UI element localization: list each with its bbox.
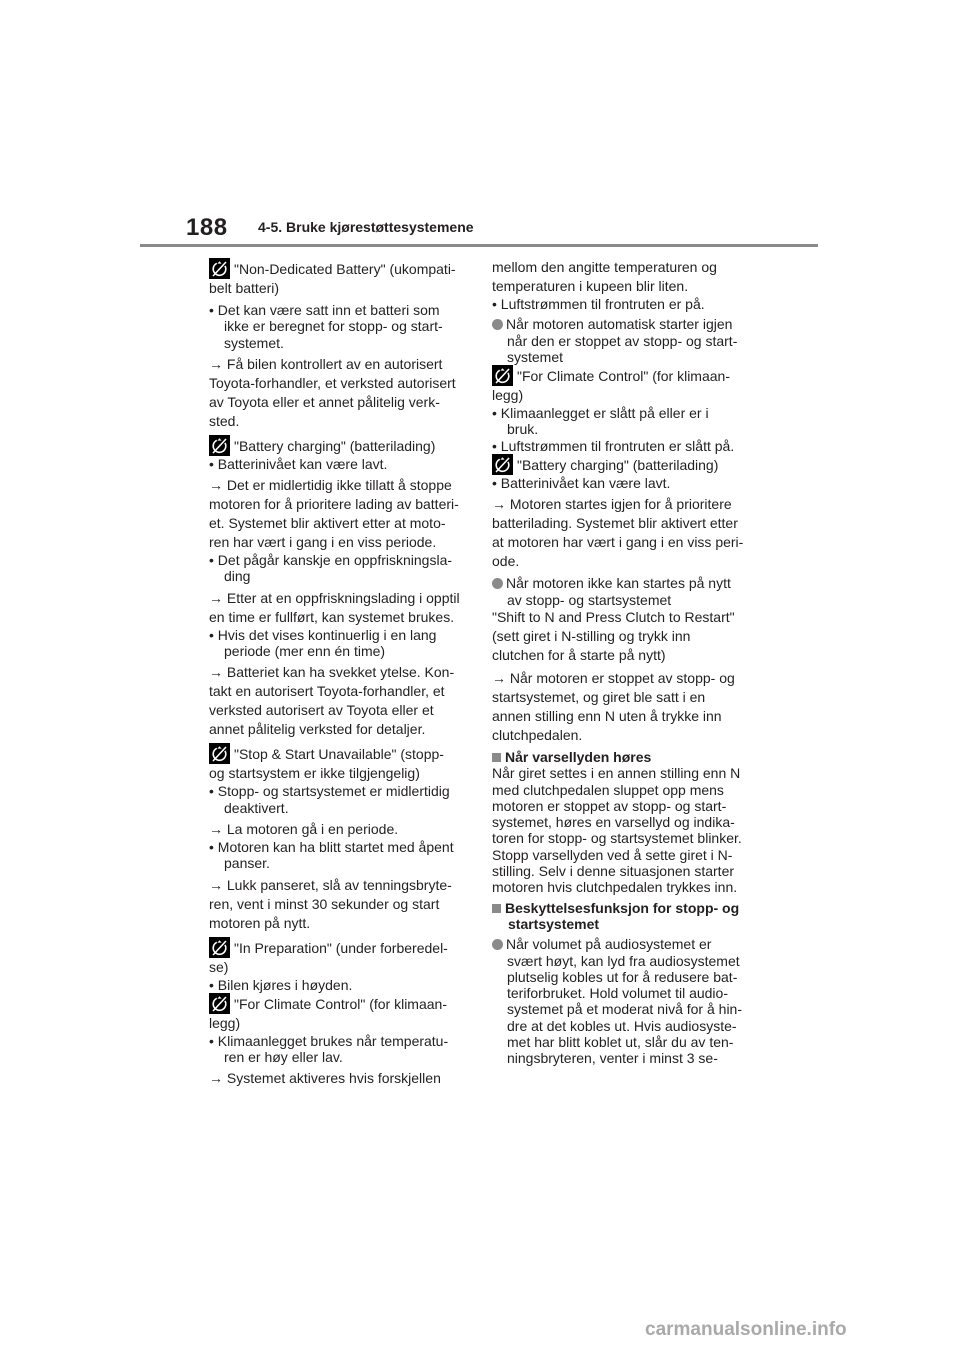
text-line [492, 627, 748, 646]
text-line [492, 552, 748, 571]
line-text: systemet, høres en varsellyd og indika- [492, 814, 735, 831]
text-line [209, 701, 465, 720]
line-text: en time er fullført, kan systemet brukes. [209, 608, 455, 625]
bullet-text: • Batterinivået kan være lavt. [492, 475, 671, 492]
text-line [492, 1001, 748, 1017]
line-text: startsystemet [508, 915, 600, 932]
bullet-item [209, 1033, 465, 1049]
text-line [209, 589, 465, 608]
indicator-message: "Stop & Start Unavailable" (stopp- [234, 746, 444, 763]
text-line [492, 916, 748, 932]
line-text: temperaturen i kupeen blir liten. [492, 278, 689, 294]
stop-start-indicator-icon [492, 454, 513, 475]
indicator-line [209, 258, 465, 279]
text-line [492, 608, 748, 627]
bullet-text: • Motoren kan ha blitt startet med åpent [209, 838, 454, 855]
line-text: Stopp varsellyden ved å sette giret i N- [492, 846, 733, 863]
text-line [209, 1069, 465, 1088]
watermark: carmanualsonline.info [645, 1319, 847, 1340]
line-text: legg) [209, 1014, 241, 1031]
text-line [209, 318, 465, 334]
bullet-item [492, 405, 748, 421]
line-text: ding [224, 568, 251, 585]
text-line [209, 720, 465, 739]
text-line [209, 279, 465, 298]
text-line [492, 495, 748, 514]
indicator-message: "Battery charging" (batterilading) [234, 437, 436, 454]
line-text: batterilading. Systemet blir aktivert etter [492, 515, 738, 532]
bullet-square-icon [492, 753, 501, 762]
text-line [209, 800, 465, 816]
line-text: panser. [224, 855, 270, 872]
line-text: motoren for å prioritere lading av batteri- [209, 496, 459, 513]
line-text: av stopp- og startsystemet [507, 591, 672, 608]
text-line [209, 876, 465, 895]
bullet-item [209, 627, 465, 643]
section-heading [492, 749, 748, 765]
bullet-text: • Luftstrømmen til frontruten er på. [492, 296, 705, 312]
line-text: startsystemet, og giret ble satt i en [492, 688, 706, 705]
line-text: → Batteriet kan ha svekket ytelse. Kon- [209, 664, 455, 681]
indicator-line [209, 435, 465, 456]
indicator-line [492, 365, 748, 386]
page-number: 188 [186, 214, 228, 241]
line-text: ren har vært i gang i en viss periode. [209, 534, 437, 551]
text-line [209, 663, 465, 682]
line-text: mellom den angitte temperaturen og [492, 259, 717, 275]
line-text: motoren er stoppet av stopp- og start- [492, 797, 727, 814]
line-text: → Lukk panseret, slå av tenningsbryte- [209, 876, 452, 893]
line-text: clutchen for å starte på nytt) [492, 646, 666, 663]
text-line [492, 798, 748, 814]
text-line [209, 682, 465, 701]
text-line [492, 1050, 748, 1066]
line-text: systemet. [224, 334, 284, 351]
line-text: toren for stopp- og startsystemet blinker. [492, 830, 742, 847]
line-text: systemet [507, 348, 564, 365]
line-text: bruk. [507, 421, 539, 438]
text-line [492, 421, 748, 437]
line-text: legg) [492, 387, 524, 404]
text-line [492, 765, 748, 781]
line-text: → La motoren gå i en periode. [209, 820, 399, 837]
bullet-item [209, 977, 465, 993]
text-line [209, 764, 465, 783]
text-line [492, 814, 748, 830]
bullet-item [209, 839, 465, 855]
line-text: et. Systemet blir aktivert etter at moto- [209, 515, 446, 532]
line-text: ode. [492, 553, 520, 570]
bullet-text: • Luftstrømmen til frontruten er slått på. [492, 437, 735, 454]
text-line [492, 985, 748, 1001]
bullet-text: • Det pågår kanskje en oppfriskningsla- [209, 552, 453, 569]
line-text: → Systemet aktiveres hvis forskjellen [209, 1070, 441, 1087]
text-line [492, 863, 748, 879]
text-line [492, 533, 748, 552]
text-line [209, 608, 465, 627]
bullet-item [492, 475, 748, 491]
text-line [492, 707, 748, 726]
subsection-heading-text: Når motoren automatisk starter igjen [506, 316, 733, 333]
text-line [209, 495, 465, 514]
text-line [209, 914, 465, 933]
line-text: ikke er beregnet for stopp- og start- [224, 318, 443, 335]
line-text: og startsystem er ikke tilgjengelig) [209, 765, 420, 782]
text-line [492, 969, 748, 985]
subsection-heading-text: Når motoren ikke kan startes på nytt [506, 575, 731, 592]
text-line [492, 1034, 748, 1050]
line-text: "Shift to N and Press Clutch to Restart" [492, 608, 735, 625]
text-line [492, 349, 748, 365]
line-text: takt en autorisert Toyota-forhandler, et [209, 683, 445, 700]
bullet-square-icon [492, 904, 501, 913]
bullet-item [209, 783, 465, 799]
section-heading-text: Når varsellyden høres [505, 748, 652, 765]
bullet-text: • Stopp- og startsystemet er midlertidig [209, 783, 450, 800]
indicator-line [492, 454, 748, 475]
line-text: systemet på et moderat nivå for å hin- [507, 1001, 742, 1018]
text-line [209, 335, 465, 351]
line-text: Når giret settes i en annen stilling enn N [492, 765, 741, 782]
line-text: Toyota-forhandler, et verksted autorisert [209, 374, 456, 391]
line-text: deaktivert. [224, 799, 289, 816]
line-text: belt batteri) [209, 280, 280, 296]
line-text: → Få bilen kontrollert av en autorisert [209, 355, 443, 372]
line-text: dre at det kobles ut. Hvis audiosyste- [507, 1017, 737, 1034]
header-divider [140, 244, 818, 247]
section-heading-text: Beskyttelsesfunksjon for stopp- og [505, 899, 740, 916]
bullet-item [209, 552, 465, 568]
text-line [209, 958, 465, 977]
text-line [209, 374, 465, 393]
text-line [492, 847, 748, 863]
stop-start-indicator-icon [209, 258, 230, 279]
indicator-message: "For Climate Control" (for klimaan- [517, 368, 730, 385]
text-line [492, 953, 748, 969]
line-text: motoren på nytt. [209, 914, 311, 931]
text-line [209, 1014, 465, 1033]
stop-start-indicator-icon [209, 937, 230, 958]
indicator-message: "In Preparation" (under forberedel- [234, 939, 448, 956]
text-line [209, 1049, 465, 1065]
bullet-item [209, 456, 465, 472]
subsection-heading [492, 316, 748, 332]
bullet-item [209, 302, 465, 318]
subsection-heading [492, 936, 748, 952]
bullet-text: • Bilen kjøres i høyden. [209, 976, 353, 993]
line-text: med clutchpedalen sluppet opp mens [492, 781, 724, 798]
text-line [209, 412, 465, 431]
line-text: (sett giret i N-stilling og trykk inn [492, 627, 691, 644]
bullet-circle-icon [492, 578, 503, 589]
subsection-heading-text: Når volumet på audiosystemet er [506, 936, 712, 953]
line-text: annet pålitelig verksted for detaljer. [209, 721, 426, 738]
line-text: periode (mer enn én time) [224, 643, 386, 660]
bullet-circle-icon [492, 939, 503, 950]
text-line [492, 514, 748, 533]
stop-start-indicator-icon [209, 743, 230, 764]
bullet-text: • Batterinivået kan være lavt. [209, 455, 388, 472]
text-line [492, 669, 748, 688]
line-text: → Etter at en oppfriskningslading i opptil [209, 589, 460, 606]
text-line [209, 820, 465, 839]
indicator-message: "Non-Dedicated Battery" (ukompati- [234, 261, 456, 277]
text-line [492, 782, 748, 798]
line-text: verksted autorisert av Toyota eller et [209, 702, 434, 719]
bullet-text: • Klimaanlegget er slått på eller er i [492, 405, 709, 422]
section-title: 4-5. Bruke kjørestøttesystemene [258, 219, 474, 235]
text-line [209, 568, 465, 584]
text-line [492, 1018, 748, 1034]
section-heading [492, 900, 748, 916]
bullet-text: • Hvis det vises kontinuerlig i en lang [209, 626, 437, 643]
line-text: sted. [209, 412, 240, 429]
indicator-line [209, 743, 465, 764]
left-column [209, 258, 465, 1088]
indicator-message: "For Climate Control" (for klimaan- [234, 995, 447, 1012]
right-column [492, 258, 748, 1067]
line-text: → Når motoren er stoppet av stopp- og [492, 669, 735, 686]
text-line [209, 355, 465, 374]
text-line [492, 646, 748, 665]
indicator-line [209, 993, 465, 1014]
text-line [209, 393, 465, 412]
stop-start-indicator-icon [209, 993, 230, 1014]
line-text: stilling. Selv i denne situasjonen starter [492, 863, 735, 880]
line-text: clutchpedalen. [492, 726, 583, 743]
text-line [209, 855, 465, 871]
line-text: ren, vent i minst 30 sekunder og start [209, 895, 440, 912]
subsection-heading [492, 575, 748, 591]
text-line [209, 643, 465, 659]
text-line [209, 514, 465, 533]
line-text: motoren hvis clutchpedalen trykkes inn. [492, 879, 738, 896]
indicator-message: "Battery charging" (batterilading) [517, 457, 719, 474]
bullet-item [492, 438, 748, 454]
text-line [209, 533, 465, 552]
stop-start-indicator-icon [209, 435, 230, 456]
line-text: plutselig kobles ut for å redusere bat- [507, 968, 738, 985]
text-line [492, 726, 748, 745]
bullet-circle-icon [492, 319, 503, 330]
line-text: → Det er midlertidig ikke tillatt å stoppe [209, 477, 452, 494]
text-line [209, 476, 465, 495]
bullet-item [492, 296, 748, 312]
indicator-line [209, 937, 465, 958]
bullet-text: • Det kan være satt inn et batteri som [209, 302, 440, 318]
line-text: når den er stoppet av stopp- og start- [507, 332, 738, 349]
line-text: se) [209, 958, 229, 975]
bullet-text: • Klimaanlegget brukes når temperatu- [209, 1032, 449, 1049]
line-text: svært høyt, kan lyd fra audiosystemet [507, 952, 740, 969]
text-line [492, 277, 748, 296]
text-line [209, 895, 465, 914]
line-text: → Motoren startes igjen for å prioritere [492, 496, 732, 513]
text-line [492, 830, 748, 846]
line-text: teriforbruket. Hold volumet til audio- [507, 985, 728, 1002]
text-line [492, 592, 748, 608]
text-line [492, 333, 748, 349]
line-text: ningsbryteren, venter i minst 3 se- [507, 1050, 718, 1067]
text-line [492, 258, 748, 277]
line-text: ren er høy eller lav. [224, 1049, 343, 1066]
stop-start-indicator-icon [492, 365, 513, 386]
text-line [492, 879, 748, 895]
line-text: at motoren har vært i gang i en viss peri- [492, 534, 744, 551]
text-line [492, 688, 748, 707]
line-text: annen stilling enn N uten å trykke inn [492, 707, 722, 724]
line-text: met har blitt koblet ut, slår du av ten- [507, 1034, 734, 1051]
text-line [492, 386, 748, 405]
line-text: av Toyota eller et annet pålitelig verk- [209, 393, 440, 410]
